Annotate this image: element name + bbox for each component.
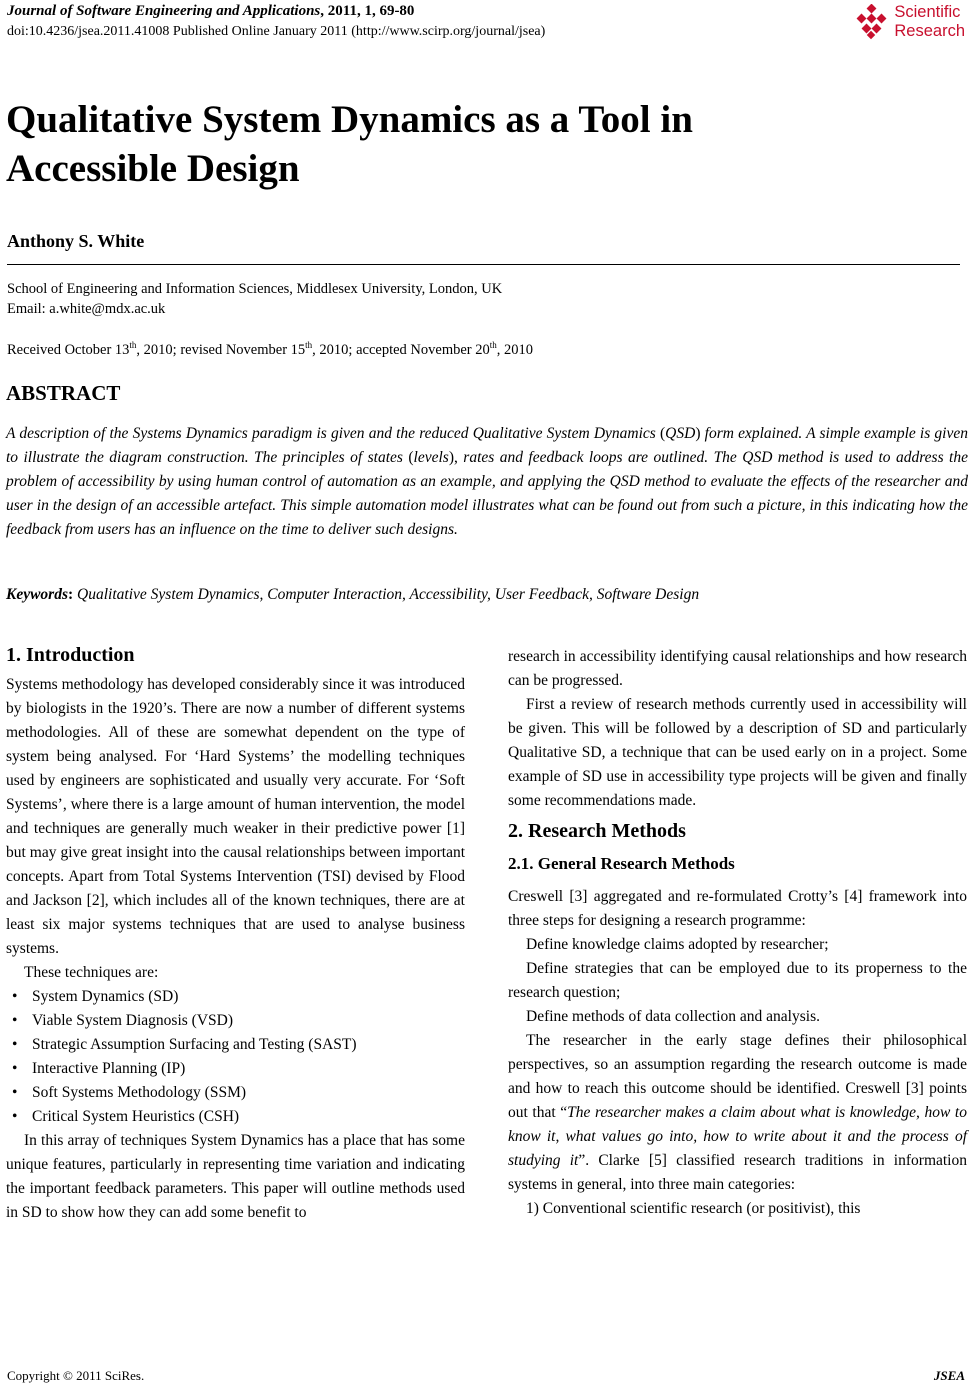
paragraph: Define methods of data collection and analysis. [526,1008,820,1025]
paren: ( [408,449,414,466]
logo-line-1: Scientific [894,3,961,21]
subsection-heading: 2.1. General Research Methods [508,854,735,873]
list-item [12,985,465,1009]
text-part: The researcher in the early stage defines their philosophical perspectives, so an assumption regarding the research outcome is made and how to reach this outcome should be identified. Creswell [3] points out that “ [508,1032,967,1121]
paragraph: Define strategies that can be employed due to its properness to the research question; [508,960,967,1001]
received-text: Received October 13 [7,341,130,358]
paragraph: research in accessibility identifying causal relationships and how research can be progressed. [508,648,967,689]
paper-title [6,95,936,193]
bullet-icon: • [12,988,18,1005]
abstract-part: QSD [665,425,696,442]
logo-text [894,3,965,41]
section-heading-introduction: 1. Introduction [6,644,135,666]
abstract-part: form explained. A simple example is given to illustrate the diagram construction. The principles of states [6,425,968,466]
ordinal-sup: th [305,340,313,350]
journal-name: Journal of Software Engineering and Applications [7,3,321,19]
logo-mark-icon [854,4,890,40]
bullet-icon: • [12,1012,18,1029]
quote-text: The researcher makes a claim about what is knowledge, how to know it, what values go into, how to write about it and the process of studying it [508,1104,967,1169]
paragraph: 1) Conventional scientific research (or positivist), this [526,1200,861,1217]
list-item [12,1057,465,1081]
copyright: Copyright © 2011 SciRes. [7,1368,145,1383]
title-line-1: Qualitative System Dynamics as a Tool in [6,98,693,141]
paragraph: Creswell [3] aggregated and re-formulated Crotty’s [4] framework into three steps for designing a research programme: [508,888,967,929]
title-line-2: Accessible Design [6,147,300,190]
affiliation-block [7,279,502,319]
keywords-list: Qualitative System Dynamics, Computer Interaction, Accessibility, User Feedback, Software Design [73,586,700,603]
ordinal-sup: th [489,340,497,350]
received-dates [7,340,533,359]
list-item-text: Critical System Heuristics (CSH) [32,1108,240,1125]
bullet-icon: • [12,1036,18,1053]
journal-abbreviation: JSEA [933,1368,965,1383]
ordinal-sup: th [129,340,137,350]
keywords-label: Keywords [6,586,68,603]
bullet-icon: • [12,1060,18,1077]
affiliation: School of Engineering and Information Sciences, Middlesex University, London, UK [7,281,503,297]
right-column [508,645,967,1221]
abstract-part: levels [413,449,449,466]
accepted-text: , 2010; accepted November 20 [312,341,490,358]
year-text: , 2010 [496,341,533,358]
abstract-part: rates and feedback loops are outlined. The QSD method is used to address the problem of accessibility by using human control of automation as an example, and applying the QSD method to evaluate the effects of the researcher and user in the design of an accessible artefact. This simple automation model illustrates what can be found out from such a picture, in this indicating how the feedback from users has an influence on the time to deliver such designs. [6,449,968,538]
list-item [12,1105,465,1129]
paren: ( [660,425,666,442]
journal-volume: , 2011, 1, 69-80 [320,3,415,19]
list-item [12,1033,465,1057]
paragraph: In this array of techniques System Dynamics has a place that has some unique features, particularly in representing time variation and indicating the important feedback parameters. This paper will outline methods used in SD to show how they can add some benefit to [6,1132,465,1221]
list-item-text: System Dynamics (SD) [32,988,179,1005]
logo-line-2: Research [894,22,965,40]
doi-line: doi:10.4236/jsea.2011.41008 Published Online January 2011 (http://www.scirp.org/journal/jsea) [7,24,546,39]
list-item [12,1009,465,1033]
abstract-text [6,422,968,542]
keywords: Keywords: Qualitative System Dynamics, Computer Interaction, Accessibility, User Feedback, Software Design [6,586,700,603]
text-part: ”. Clarke [5] classified research traditions in information systems in general, into three main categories: [508,1152,967,1193]
list-item-text: Strategic Assumption Surfacing and Testing (SAST) [32,1036,357,1053]
techniques-list [6,985,465,1129]
left-column [6,641,465,1225]
paragraph: First a review of research methods currently used in accessibility will be given. This will be followed by a description of SD and particularly Qualitative SD, a technique that can be used early on in a project. Some example of SD use in accessibility type projects will be given and finally some recommendations made. [508,696,967,809]
journal-citation [7,3,414,20]
paragraph: Define knowledge claims adopted by researcher; [526,936,829,953]
paren: ) [695,425,701,442]
paragraph: Systems methodology has developed considerably since it was introduced by biologists in the 1920’s. There are now a number of different systems methodologies. All of these are somewhat dependent on the type of system being analysed. For ‘Hard Systems’ the modelling techniques used by engineers are sophisticated and usually very accurate. For ‘Soft Systems’, where there is a large amount of human intervention, the model and techniques are generally much weaker in their predictive power [1] but may give great insight into the causal relationships between important concepts. Apart from Total Systems Intervention (TSI) devised by Flood and Jackson [2], which includes all of the known techniques, there are at least six major systems techniques that are used to analyse business systems. [6,676,465,957]
list-item-text: Soft Systems Methodology (SSM) [32,1084,247,1101]
abstract-part: A description of the Systems Dynamics paradigm is given and the reduced Qualitative System Dynamics [6,425,660,442]
paren: ), [448,449,458,466]
list-item-text: Interactive Planning (IP) [32,1060,186,1077]
paragraph: These techniques are: [24,964,159,981]
paragraph [508,1029,967,1197]
bullet-icon: • [12,1108,18,1125]
header-divider [7,264,960,265]
author-email: Email: a.white@mdx.ac.uk [7,301,166,317]
section-heading-research-methods: 2. Research Methods [508,820,686,842]
list-item [12,1081,465,1105]
abstract-heading: ABSTRACT [6,381,121,405]
publisher-logo [854,2,965,42]
author-name: Anthony S. White [7,231,145,251]
list-item-text: Viable System Diagnosis (VSD) [32,1012,233,1029]
revised-text: , 2010; revised November 15 [136,341,306,358]
bullet-icon: • [12,1084,18,1101]
